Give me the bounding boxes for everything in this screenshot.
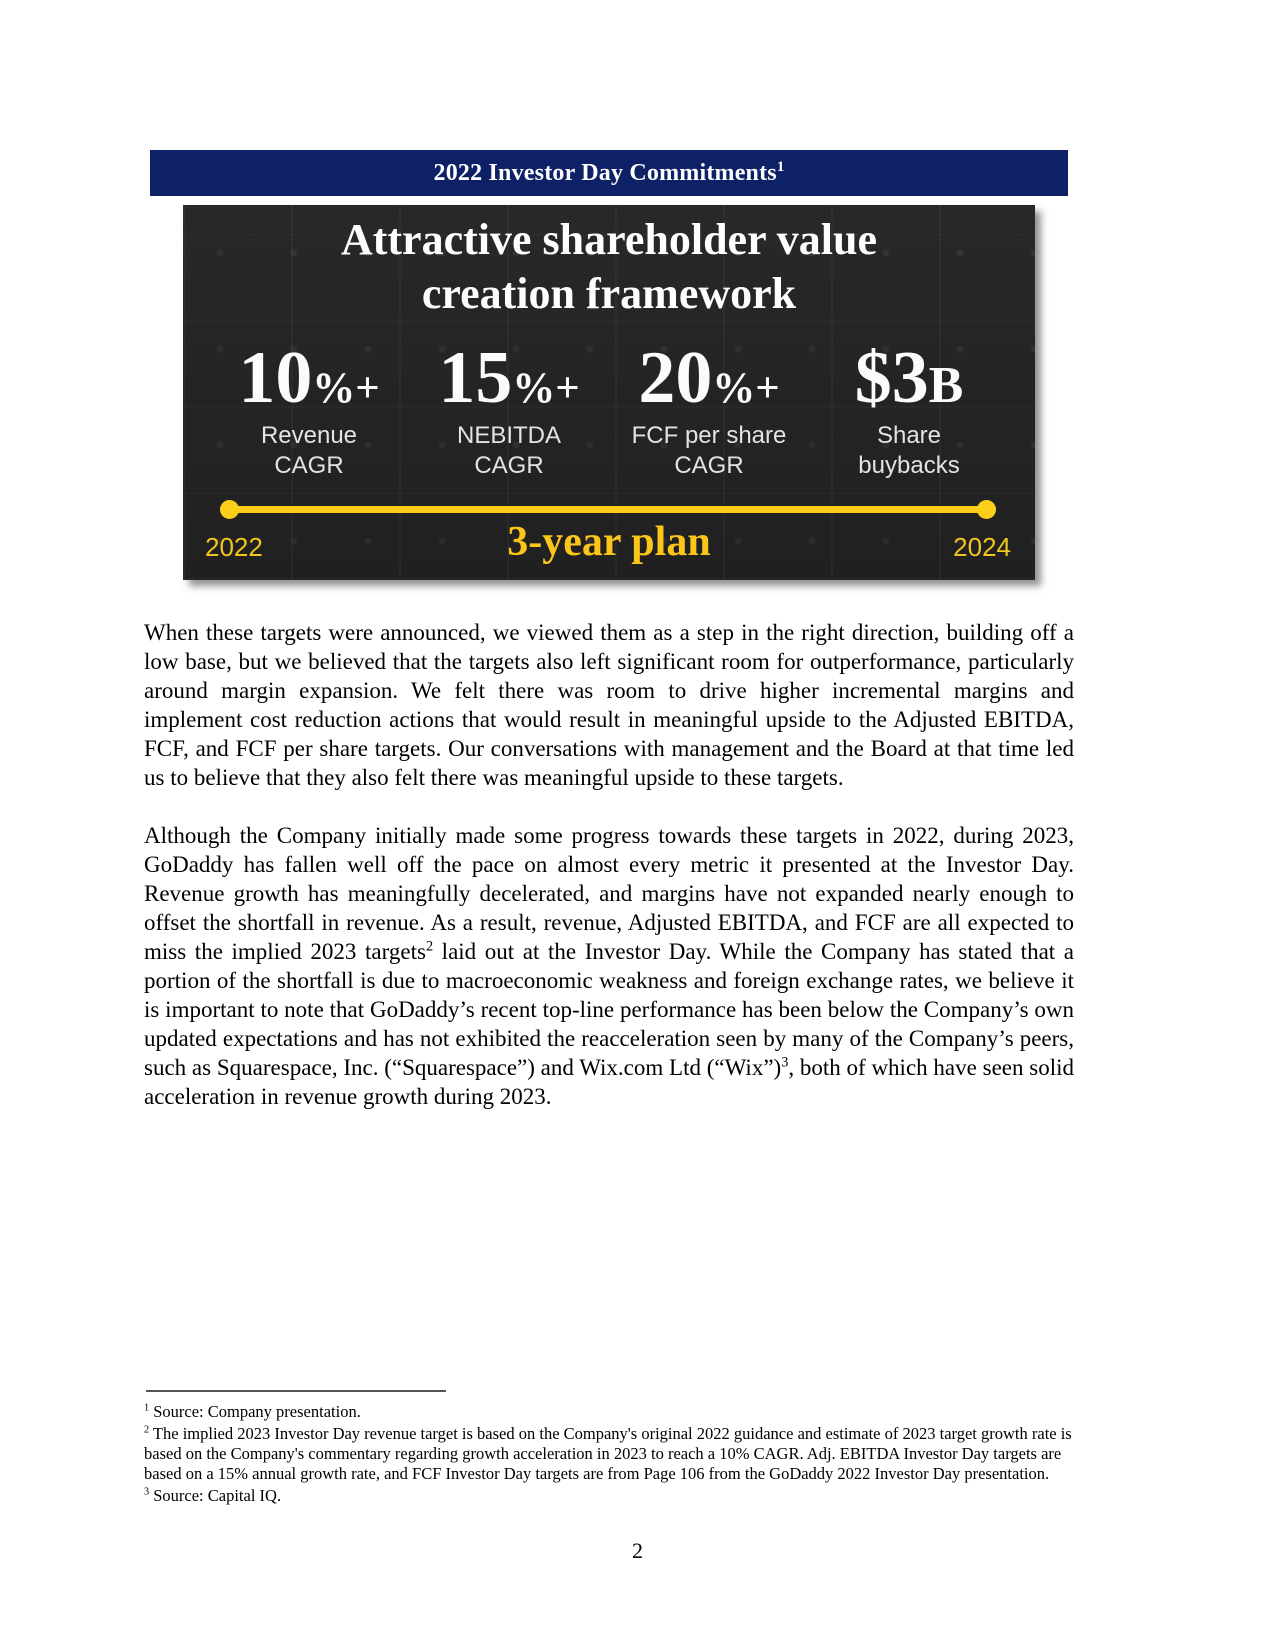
stat-label-line2: CAGR (474, 452, 544, 480)
stat-share-buybacks (809, 337, 1009, 481)
stat-label (209, 421, 409, 481)
paragraph2-segment: laid out at the Investor Day. While the Company has stated that a portion of the shortfall is due to macroeconomic weakness and foreign exchange rates, we believe it is important to note that GoDaddy’s recent top-line performance has been below the Company’s own updated expectations and has not exhibited the reacceleration seen by many of the Company’s peers, such as Squarespace, Inc. (“Squarespace”) and Wix.com Ltd (“Wix”) (144, 939, 1074, 1080)
footnote-2 (144, 1424, 1074, 1484)
section-header-bar (150, 150, 1068, 196)
slide-title-line1: Attractive shareholder value (340, 215, 878, 264)
stat-label-line1: FCF per share (631, 422, 787, 450)
stat-revenue-cagr (209, 337, 409, 481)
footnote-marker: 3 (144, 1486, 150, 1498)
timeline-end-year: 2024 (953, 532, 1011, 562)
footnote-text: The implied 2023 Investor Day revenue target is based on the Company's original 2022 guidance and estimate of 2023 target growth rate is based on the Company's commentary regarding growth acceleration in 2023 to reach a 10% CAGR. Adj. EBITDA Investor Day targets are based on a 15% annual growth rate, and FCF Investor Day targets are from Page 106 from the GoDaddy 2022 Investor Day presentation. (144, 1424, 1072, 1483)
stat-label-line2: CAGR (274, 452, 344, 480)
footnote-reference-2: 2 (425, 938, 434, 955)
footnote-marker: 1 (144, 1402, 150, 1414)
section-header-title-text: 2022 Investor Day Commitments (433, 159, 777, 186)
body-text (144, 618, 1074, 1140)
stat-nebitda-cagr (409, 337, 609, 481)
stat-number: 15 (438, 337, 513, 419)
timeline-start-year: 2022 (205, 532, 263, 562)
footnotes-section (144, 1390, 1074, 1508)
stat-number: 20 (638, 337, 713, 419)
body-paragraph-2 (144, 821, 1074, 1111)
stat-suffix: %+ (712, 365, 780, 412)
investor-day-slide (183, 205, 1035, 580)
stat-label-line2: CAGR (674, 452, 744, 480)
stat-label-line1: Share (876, 422, 942, 450)
stat-label-line1: Revenue (260, 422, 358, 450)
footnote-separator-rule (146, 1390, 446, 1392)
footnote-1 (144, 1402, 1074, 1422)
footnote-text: Source: Capital IQ. (149, 1486, 282, 1505)
slide-stats-row (209, 337, 1009, 481)
stat-suffix: %+ (512, 365, 580, 412)
body-paragraph-1: When these targets were announced, we viewed them as a step in the right direction, building off a low base, but we believed that the targets also left significant room for outperformance, particularly around margin expansion. We felt there was room to drive higher incremental margins and implement cost reduction actions that would result in meaningful upside to the Adjusted EBITDA, FCF, and FCF per share targets. Our conversations with management and the Board at that time led us to believe that they also felt there was meaningful upside to these targets. (144, 620, 1074, 790)
stat-value (809, 337, 1009, 419)
footnote-3 (144, 1486, 1074, 1506)
stat-value (209, 337, 409, 419)
stat-value (409, 337, 609, 419)
stat-suffix: %+ (312, 365, 380, 412)
header-footnote-reference: 1 (776, 158, 785, 175)
paragraph2-segment: , both of which have seen solid acceleration in revenue growth during 2023. (144, 1055, 1074, 1109)
paragraph2-segment: Although the Company initially made some progress towards these targets in 2022, during 2023, GoDaddy has fallen well off the pace on almost every metric it presented at the Investor Day. Revenue growth has meaningfully decelerated, and margins have not expanded nearly enough to offset the shortfall in revenue. As a result, revenue, Adjusted EBITDA, and FCF are all expected to miss the implied 2023 targets (144, 823, 1074, 964)
timeline-caption: 3-year plan (507, 519, 711, 565)
stat-number: 10 (238, 337, 313, 419)
slide-title (183, 213, 1035, 320)
stat-label-line2: buybacks (858, 452, 960, 480)
footnote-marker: 2 (144, 1424, 150, 1436)
stat-fcf-per-share-cagr (609, 337, 809, 481)
footnote-reference-3: 3 (781, 1054, 789, 1071)
page-number: 2 (632, 1538, 643, 1563)
slide-title-line2: creation framework (421, 268, 797, 318)
footnote-text: Source: Company presentation. (149, 1402, 361, 1421)
stat-value (609, 337, 809, 419)
stat-label (409, 421, 609, 481)
stat-label (609, 421, 809, 481)
stat-label-line1: NEBITDA (456, 422, 561, 450)
timeline-line (225, 506, 991, 513)
section-header-title (434, 160, 785, 187)
stat-suffix: B (928, 357, 964, 414)
stat-number: $3 (854, 337, 929, 419)
stat-label (809, 421, 1009, 481)
